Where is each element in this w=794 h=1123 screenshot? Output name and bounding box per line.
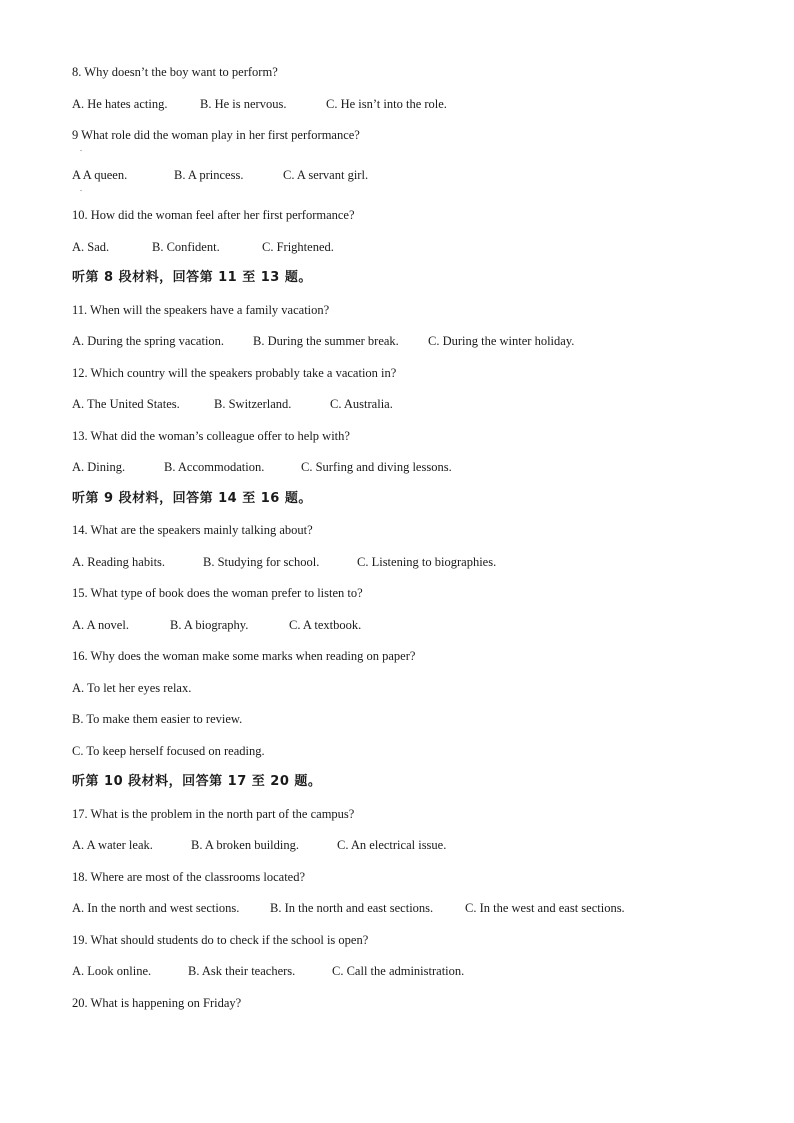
exam-page <box>72 64 752 1011</box>
option-8-b: B. He is nervous. <box>200 96 287 111</box>
option-10-a: A. Sad. <box>72 239 110 254</box>
option-10-b: B. Confident. <box>152 239 220 254</box>
option-17-a: A. A water leak. <box>72 838 153 852</box>
option-16-a: A. To let her eyes relax. <box>72 680 192 695</box>
option-16-c: C. To keep herself focused on reading. <box>72 743 265 758</box>
option-8-c: C. He isn’t into the role. <box>326 96 447 111</box>
option-19-a: A. Look online. <box>72 964 152 978</box>
option-18-a: A. In the north and west sections. <box>72 901 240 915</box>
question-8: 8. Why doesn’t the boy want to perform? <box>72 65 278 79</box>
option-18-b: B. In the north and east sections. <box>270 901 434 915</box>
question-18: 18. Where are most of the classrooms located? <box>72 869 306 884</box>
options-18 <box>72 900 752 916</box>
question-9: 9 What role did the woman play in her first performance? <box>72 128 360 142</box>
question-12: 12. Which country will the speakers probably take a vacation in? <box>72 365 397 380</box>
options-8 <box>72 96 752 112</box>
option-16-b: B. To make them easier to review. <box>72 712 243 726</box>
question-14: 14. What are the speakers mainly talking about? <box>72 523 313 537</box>
option-13-a: A. Dining. <box>72 460 126 474</box>
option-13-b: B. Accommodation. <box>164 460 265 474</box>
option-11-c: C. During the winter holiday. <box>428 334 575 348</box>
question-16: 16. Why does the woman make some marks when reading on paper? <box>72 649 416 663</box>
option-15-b: B. A biography. <box>170 617 249 632</box>
question-15: 15. What type of book does the woman prefer to listen to? <box>72 586 363 600</box>
question-13: 13. What did the woman’s colleague offer to help with? <box>72 428 350 443</box>
section-heading-8: 听第 8 段材料，回答第 11 至 13 题。 <box>72 270 312 285</box>
options-10 <box>72 239 752 255</box>
options-15 <box>72 617 752 633</box>
option-9-a: A A queen. <box>72 168 128 182</box>
option-17-b: B. A broken building. <box>191 838 299 852</box>
option-14-a: A. Reading habits. <box>72 554 166 569</box>
options-9 <box>72 167 752 183</box>
options-17 <box>72 837 752 853</box>
option-15-a: A. A novel. <box>72 617 129 632</box>
stray-mark: . <box>80 144 82 153</box>
section-heading-10: 听第 10 段材料，回答第 17 至 20 题。 <box>72 774 322 789</box>
question-10: 10. How did the woman feel after her first performance? <box>72 208 355 222</box>
question-17: 17. What is the problem in the north part of the campus? <box>72 806 355 821</box>
question-11: 11. When will the speakers have a family vacation? <box>72 302 330 317</box>
option-10-c: C. Frightened. <box>262 239 334 254</box>
option-18-c: C. In the west and east sections. <box>465 901 625 915</box>
option-11-a: A. During the spring vacation. <box>72 334 225 348</box>
section-heading-9: 听第 9 段材料，回答第 14 至 16 题。 <box>72 490 312 506</box>
question-19: 19. What should students do to check if the school is open? <box>72 932 369 947</box>
option-9-c: C. A servant girl. <box>283 168 369 182</box>
options-13 <box>72 459 752 475</box>
option-15-c: C. A textbook. <box>289 617 362 632</box>
option-17-c: C. An electrical issue. <box>337 838 447 852</box>
option-11-b: B. During the summer break. <box>253 334 399 348</box>
option-9-b: B. A princess. <box>174 168 244 182</box>
option-12-a: A. The United States. <box>72 397 180 411</box>
option-12-c: C. Australia. <box>330 397 393 411</box>
options-11 <box>72 333 752 349</box>
option-14-c: C. Listening to biographies. <box>357 554 497 569</box>
options-12 <box>72 396 752 412</box>
option-19-b: B. Ask their teachers. <box>188 964 296 978</box>
options-19 <box>72 963 752 979</box>
option-8-a: A. He hates acting. <box>72 96 168 111</box>
option-13-c: C. Surfing and diving lessons. <box>301 460 452 474</box>
option-19-c: C. Call the administration. <box>332 964 465 978</box>
stray-mark: . <box>80 184 82 193</box>
option-12-b: B. Switzerland. <box>214 397 292 411</box>
options-14 <box>72 554 752 570</box>
option-14-b: B. Studying for school. <box>203 554 320 569</box>
question-20: 20. What is happening on Friday? <box>72 995 242 1010</box>
